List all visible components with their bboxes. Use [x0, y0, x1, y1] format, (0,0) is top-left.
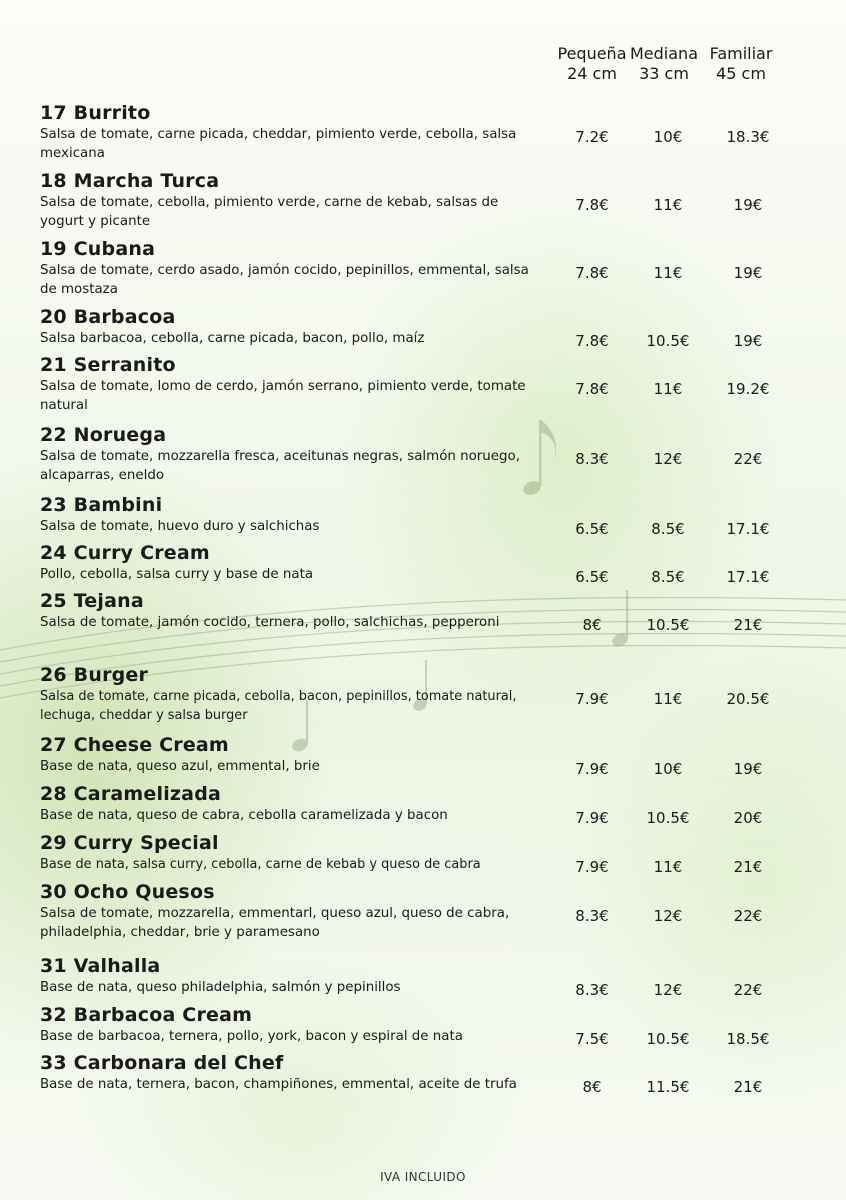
- menu-item: [40, 832, 800, 881]
- price-small: 7.5€: [575, 1030, 609, 1048]
- price-medium: 10.5€: [646, 332, 690, 350]
- price-small: 7.9€: [575, 809, 609, 827]
- item-name: 20 Barbacoa: [40, 306, 176, 328]
- item-name: 18 Marcha Turca: [40, 170, 220, 192]
- menu-item: [40, 1052, 800, 1100]
- item-name: 19 Cubana: [40, 238, 156, 260]
- price-family: 22€: [733, 981, 763, 999]
- price-family: 17.1€: [726, 520, 770, 538]
- item-description: Base de nata, queso azul, emmental, brie: [40, 759, 320, 774]
- price-medium: 10€: [653, 760, 683, 778]
- price-medium: 12€: [653, 907, 683, 925]
- menu-item: [40, 881, 800, 955]
- item-prices: [556, 616, 788, 635]
- price-small: 8.3€: [575, 907, 609, 925]
- item-prices: [556, 264, 788, 283]
- item-name: 32 Barbacoa Cream: [40, 1004, 253, 1026]
- price-small: 7.2€: [575, 128, 609, 146]
- item-prices: [556, 128, 788, 147]
- price-family: 22€: [733, 450, 763, 468]
- price-small: 8€: [582, 1078, 602, 1096]
- price-family: 17.1€: [726, 568, 770, 586]
- item-prices: [556, 450, 788, 469]
- menu-item: [40, 590, 800, 664]
- price-family: 21€: [733, 1078, 763, 1096]
- item-prices: [556, 809, 788, 828]
- item-name: 24 Curry Cream: [40, 542, 210, 564]
- pizza-menu-list: [40, 102, 800, 1100]
- item-name: 21 Serranito: [40, 354, 176, 376]
- price-small: 7.9€: [575, 760, 609, 778]
- menu-item: [40, 955, 800, 1004]
- price-family: 19€: [733, 760, 763, 778]
- menu-item: [40, 354, 800, 424]
- size-name-medium: Mediana: [630, 44, 698, 63]
- item-name: 31 Valhalla: [40, 955, 161, 977]
- item-prices: [556, 332, 788, 351]
- price-medium: 11€: [653, 196, 683, 214]
- item-prices: [556, 690, 788, 709]
- item-description: Salsa de tomate, cerdo asado, jamón cocido, pepinillos, emmental, salsa de mostaza: [40, 263, 529, 297]
- item-name: 26 Burger: [40, 664, 149, 686]
- menu-item: [40, 734, 800, 783]
- price-medium: 12€: [653, 450, 683, 468]
- item-description: Base de nata, queso philadelphia, salmón y pepinillos: [40, 980, 401, 995]
- item-name: 17 Burrito: [40, 102, 151, 124]
- price-medium: 8.5€: [651, 520, 685, 538]
- price-medium: 10.5€: [646, 1030, 690, 1048]
- item-description: Base de nata, queso de cabra, cebolla caramelizada y bacon: [40, 808, 448, 823]
- price-medium: 12€: [653, 981, 683, 999]
- size-header: [556, 44, 782, 84]
- item-prices: [556, 1030, 788, 1049]
- menu-item: [40, 170, 800, 238]
- item-description: Salsa de tomate, carne picada, cebolla, bacon, pepinillos, tomate natural, lechuga, cheddar y salsa burger: [40, 689, 517, 723]
- item-description: Salsa de tomate, jamón cocido, ternera, pollo, salchichas, pepperoni: [40, 615, 500, 630]
- item-name: 25 Tejana: [40, 590, 144, 612]
- price-medium: 10.5€: [646, 616, 690, 634]
- menu-item: [40, 664, 800, 734]
- price-family: 20€: [733, 809, 763, 827]
- price-medium: 11€: [653, 380, 683, 398]
- item-name: 29 Curry Special: [40, 832, 219, 854]
- price-small: 7.8€: [575, 196, 609, 214]
- item-name: 28 Caramelizada: [40, 783, 222, 805]
- item-name: 33 Carbonara del Chef: [40, 1052, 284, 1074]
- item-prices: [556, 981, 788, 1000]
- item-name: 23 Bambini: [40, 494, 163, 516]
- size-name-family: Familiar: [709, 44, 773, 63]
- item-name: 30 Ocho Quesos: [40, 881, 215, 903]
- price-small: 7.8€: [575, 380, 609, 398]
- price-medium: 8.5€: [651, 568, 685, 586]
- item-prices: [556, 520, 788, 539]
- price-small: 6.5€: [575, 520, 609, 538]
- price-small: 7.8€: [575, 264, 609, 282]
- item-description: Salsa de tomate, lomo de cerdo, jamón serrano, pimiento verde, tomate natural: [40, 379, 526, 413]
- menu-item: [40, 494, 800, 542]
- size-cm-family: 45 cm: [716, 64, 766, 83]
- price-medium: 10€: [653, 128, 683, 146]
- price-family: 20.5€: [726, 690, 770, 708]
- price-medium: 10.5€: [646, 809, 690, 827]
- item-description: Base de barbacoa, ternera, pollo, york, bacon y espiral de nata: [40, 1029, 463, 1044]
- item-description: Salsa barbacoa, cebolla, carne picada, bacon, pollo, maíz: [40, 331, 425, 346]
- item-name: 27 Cheese Cream: [40, 734, 229, 756]
- item-prices: [556, 858, 788, 877]
- price-family: 18.5€: [726, 1030, 770, 1048]
- price-medium: 11€: [653, 690, 683, 708]
- item-prices: [556, 380, 788, 399]
- tax-included-note: IVA INCLUIDO: [380, 1170, 466, 1184]
- menu-item: [40, 238, 800, 306]
- menu-item: [40, 102, 800, 170]
- menu-item: [40, 542, 800, 590]
- price-medium: 11€: [653, 858, 683, 876]
- item-prices: [556, 568, 788, 587]
- price-family: 18.3€: [726, 128, 770, 146]
- item-description: Salsa de tomate, carne picada, cheddar, pimiento verde, cebolla, salsa mexicana: [40, 127, 517, 161]
- price-small: 7.9€: [575, 690, 609, 708]
- size-name-small: Pequeña: [557, 44, 627, 63]
- price-small: 7.9€: [575, 858, 609, 876]
- size-cm-small: 24 cm: [567, 64, 617, 83]
- item-description: Base de nata, salsa curry, cebolla, carne de kebab y queso de cabra: [40, 857, 481, 872]
- price-family: 19€: [733, 332, 763, 350]
- price-medium: 11€: [653, 264, 683, 282]
- price-small: 7.8€: [575, 332, 609, 350]
- item-description: Pollo, cebolla, salsa curry y base de nata: [40, 567, 314, 582]
- price-family: 21€: [733, 616, 763, 634]
- item-description: Base de nata, ternera, bacon, champiñones, emmental, aceite de trufa: [40, 1077, 517, 1092]
- item-description: Salsa de tomate, huevo duro y salchichas: [40, 519, 320, 534]
- size-cm-medium: 33 cm: [639, 64, 689, 83]
- price-medium: 11.5€: [646, 1078, 690, 1096]
- menu-item: [40, 1004, 800, 1052]
- price-family: 19€: [733, 196, 763, 214]
- menu-item: [40, 306, 800, 354]
- price-family: 22€: [733, 907, 763, 925]
- menu-item: [40, 424, 800, 494]
- item-name: 22 Noruega: [40, 424, 167, 446]
- price-small: 8.3€: [575, 450, 609, 468]
- price-family: 19€: [733, 264, 763, 282]
- price-family: 19.2€: [726, 380, 770, 398]
- price-small: 8.3€: [575, 981, 609, 999]
- price-small: 6.5€: [575, 568, 609, 586]
- item-prices: [556, 760, 788, 779]
- item-description: Salsa de tomate, mozzarella, emmentarl, queso azul, queso de cabra, philadelphia, cheddar, brie y paramesano: [40, 906, 510, 940]
- item-prices: [556, 1078, 788, 1097]
- item-description: Salsa de tomate, cebolla, pimiento verde, carne de kebab, salsas de yogurt y picante: [40, 195, 499, 229]
- item-prices: [556, 907, 788, 926]
- item-description: Salsa de tomate, mozzarella fresca, aceitunas negras, salmón noruego, alcaparras, eneldo: [40, 449, 520, 483]
- item-prices: [556, 196, 788, 215]
- menu-item: [40, 783, 800, 832]
- price-family: 21€: [733, 858, 763, 876]
- price-small: 8€: [582, 616, 602, 634]
